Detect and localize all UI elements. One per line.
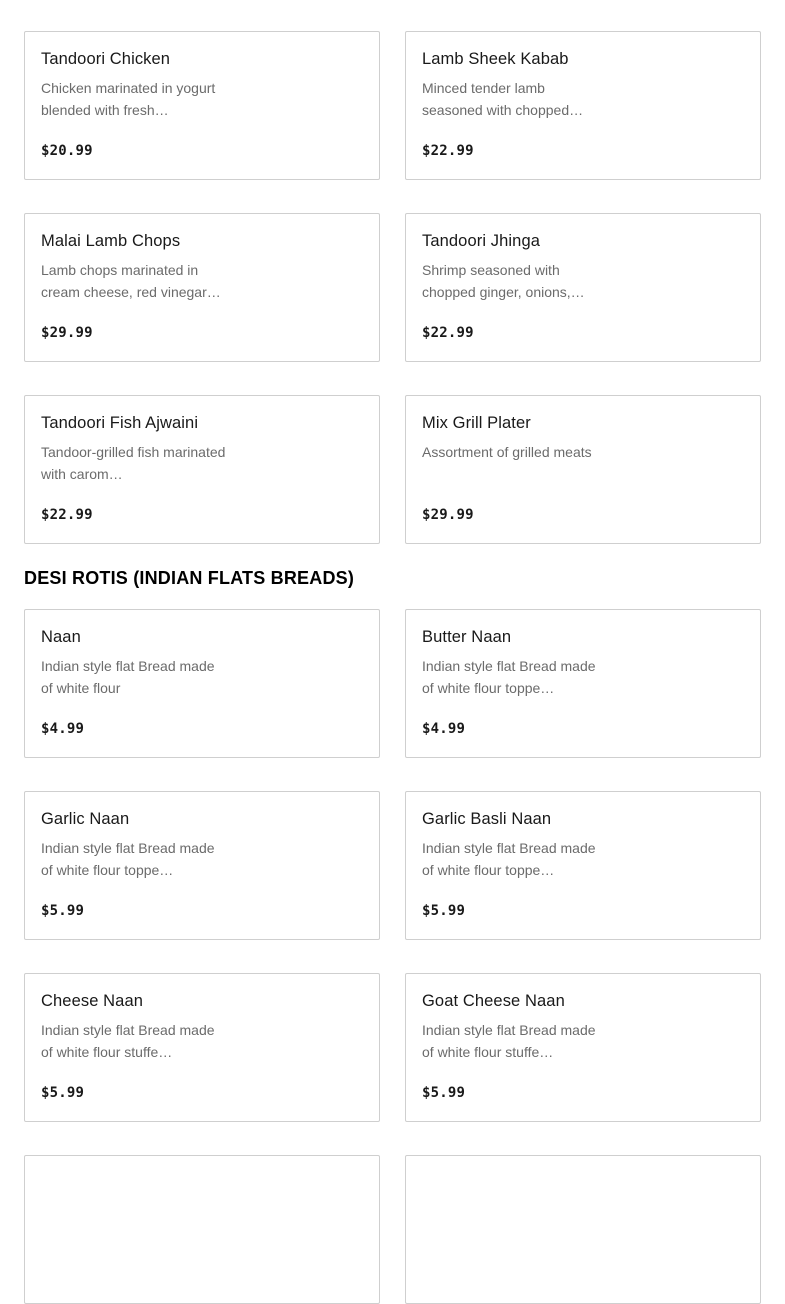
menu-item-price: $29.99: [41, 325, 93, 341]
menu-item-description: Indian style flat Bread made of white flour: [41, 658, 215, 696]
menu-item-name: Goat Cheese Naan: [422, 992, 565, 1010]
menu-item-price: $20.99: [41, 143, 93, 159]
menu-item-card[interactable]: [405, 973, 761, 1122]
menu-item-price: $5.99: [422, 1085, 466, 1101]
menu-item-card[interactable]: [24, 609, 380, 758]
section-title: DESI ROTIS (INDIAN FLATS BREADS): [24, 568, 355, 588]
menu-item-name: Naan: [41, 628, 81, 646]
menu-item-name: Butter Naan: [422, 628, 512, 646]
menu-item-description: Indian style flat Bread made of white flour stuffe…: [422, 1022, 596, 1060]
menu-item-name: Garlic Basli Naan: [422, 810, 552, 828]
menu-item-description: Minced tender lamb seasoned with chopped…: [422, 80, 584, 118]
menu-item-card[interactable]: [405, 1155, 761, 1304]
menu-item-card[interactable]: [405, 791, 761, 940]
menu-item-card[interactable]: [24, 213, 380, 362]
menu-item-card[interactable]: [405, 31, 761, 180]
menu-item-name: Mix Grill Plater: [422, 414, 531, 432]
menu-item-price: $4.99: [41, 721, 85, 737]
menu-item-description: Indian style flat Bread made of white flour toppe…: [422, 840, 596, 878]
menu-item-card[interactable]: [405, 213, 761, 362]
menu-item-description: Lamb chops marinated in cream cheese, red vinegar…: [41, 262, 221, 300]
menu-item-price: $5.99: [422, 903, 466, 919]
menu-item-price: $22.99: [422, 143, 474, 159]
menu-item-card[interactable]: [24, 973, 380, 1122]
menu-item-description: Indian style flat Bread made of white flour stuffe…: [41, 1022, 215, 1060]
menu-item-name: Tandoori Fish Ajwaini: [41, 414, 199, 432]
menu-item-card[interactable]: [24, 31, 380, 180]
menu-item-description: Indian style flat Bread made of white flour toppe…: [422, 658, 596, 696]
menu-item-price: $22.99: [422, 325, 474, 341]
menu-item-price: $5.99: [41, 1085, 85, 1101]
menu-item-price: $5.99: [41, 903, 85, 919]
menu-item-description: Chicken marinated in yogurt blended with fresh…: [41, 80, 216, 118]
menu-item-name: Tandoori Chicken: [41, 50, 171, 68]
menu-item-name: Lamb Sheek Kabab: [422, 50, 569, 68]
menu-item-name: Tandoori Jhinga: [422, 232, 540, 250]
menu-item-name: Cheese Naan: [41, 992, 144, 1010]
menu-item-description: Tandoor-grilled fish marinated with carom…: [41, 444, 226, 482]
menu-item-description: Indian style flat Bread made of white flour toppe…: [41, 840, 215, 878]
menu-item-card[interactable]: [405, 609, 761, 758]
menu-item-description: Assortment of grilled meats: [422, 444, 592, 460]
menu-item-card[interactable]: [24, 395, 380, 544]
menu-item-price: $4.99: [422, 721, 466, 737]
menu-item-description: Shrimp seasoned with chopped ginger, onions,…: [422, 262, 585, 300]
menu-item-card[interactable]: [24, 1155, 380, 1304]
menu-item-card[interactable]: [405, 395, 761, 544]
menu-item-price: $29.99: [422, 507, 474, 523]
menu-item-name: Garlic Naan: [41, 810, 130, 828]
menu-item-price: $22.99: [41, 507, 93, 523]
menu-item-card[interactable]: [24, 791, 380, 940]
menu-item-name: Malai Lamb Chops: [41, 232, 181, 250]
